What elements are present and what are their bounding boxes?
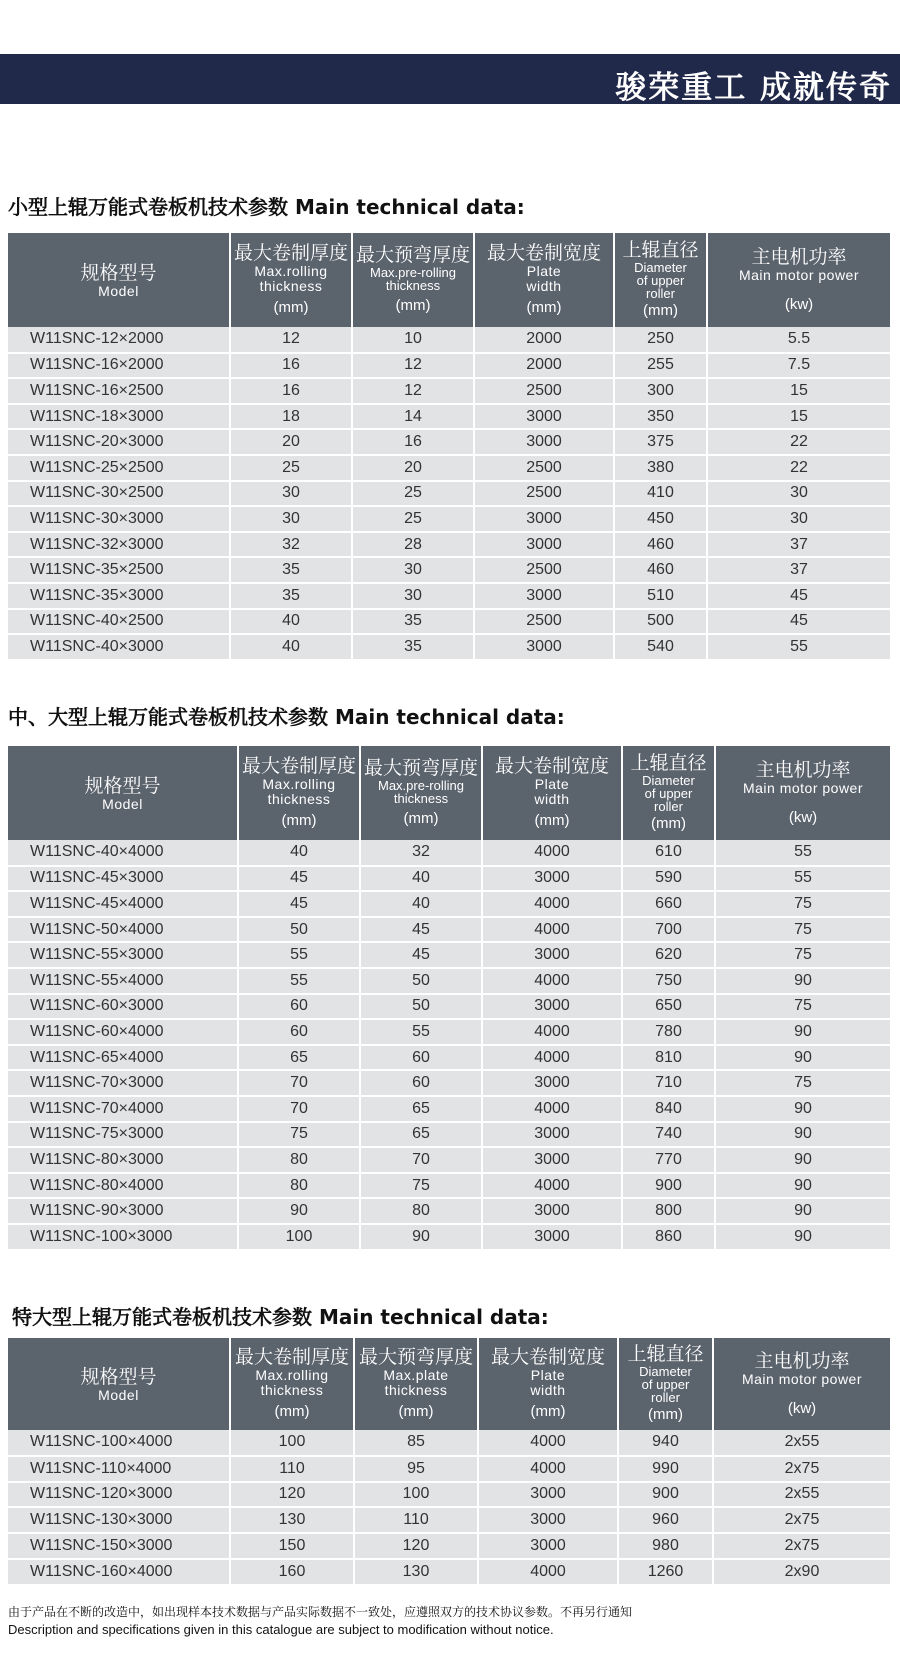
cell-motor-power: 45 — [707, 583, 890, 609]
cell-prebend-thickness: 90 — [360, 1224, 482, 1250]
cell-roller-diameter: 650 — [622, 994, 715, 1020]
cell-prebend-thickness: 40 — [360, 866, 482, 892]
cell-prebend-thickness: 120 — [354, 1533, 478, 1559]
header-rolling-thickness: 最大卷制厚度 Max.rolling thickness (mm) — [230, 233, 352, 327]
cell-model: W11SNC-60×3000 — [8, 994, 238, 1020]
cell-model: W11SNC-150×3000 — [8, 1533, 230, 1559]
cell-roller-diameter: 510 — [614, 583, 707, 609]
cell-plate-width: 3000 — [482, 994, 622, 1020]
cell-prebend-thickness: 85 — [354, 1430, 478, 1456]
table-row — [8, 1456, 890, 1482]
cell-motor-power: 2x55 — [713, 1482, 890, 1508]
cell-motor-power: 75 — [715, 891, 890, 917]
cell-rolling-thickness: 120 — [230, 1482, 354, 1508]
header-roller-diameter: 上辊直径 Diameter of upper roller (mm) — [614, 233, 707, 327]
header-model: 规格型号 Model — [8, 1338, 230, 1430]
table-row — [8, 378, 890, 404]
header-motor-power: 主电机功率 Main motor power (kw) — [707, 233, 890, 327]
cell-roller-diameter: 540 — [614, 634, 707, 660]
cell-prebend-thickness: 65 — [360, 1122, 482, 1148]
table-row — [8, 840, 890, 866]
table-row — [8, 866, 890, 892]
cell-motor-power: 37 — [707, 532, 890, 558]
cell-model: W11SNC-65×4000 — [8, 1045, 238, 1071]
cell-roller-diameter: 460 — [614, 532, 707, 558]
header-plate-width: 最大卷制宽度 Plate width (mm) — [474, 233, 614, 327]
cell-prebend-thickness: 45 — [360, 917, 482, 943]
cell-motor-power: 55 — [715, 840, 890, 866]
cell-model: W11SNC-90×3000 — [8, 1198, 238, 1224]
cell-motor-power: 90 — [715, 1173, 890, 1199]
cell-motor-power: 90 — [715, 1224, 890, 1250]
header-roller-diameter: 上辊直径 Diameter of upper roller (mm) — [622, 746, 715, 840]
cell-plate-width: 3000 — [474, 583, 614, 609]
table-row — [8, 532, 890, 558]
cell-plate-width: 4000 — [482, 1019, 622, 1045]
cell-motor-power: 90 — [715, 968, 890, 994]
cell-prebend-thickness: 32 — [360, 840, 482, 866]
cell-model: W11SNC-50×4000 — [8, 917, 238, 943]
table-row — [8, 1019, 890, 1045]
cell-plate-width: 3000 — [482, 1198, 622, 1224]
cell-prebend-thickness: 50 — [360, 994, 482, 1020]
cell-prebend-thickness: 50 — [360, 968, 482, 994]
cell-roller-diameter: 750 — [622, 968, 715, 994]
table-row — [8, 1430, 890, 1456]
cell-prebend-thickness: 20 — [352, 455, 474, 481]
cell-model: W11SNC-45×4000 — [8, 891, 238, 917]
cell-model: W11SNC-16×2500 — [8, 378, 230, 404]
cell-motor-power: 55 — [707, 634, 890, 660]
cell-roller-diameter: 250 — [614, 327, 707, 353]
cell-rolling-thickness: 25 — [230, 455, 352, 481]
table-row — [8, 1224, 890, 1250]
cell-rolling-thickness: 55 — [238, 942, 360, 968]
spec-table-small — [8, 233, 890, 661]
cell-rolling-thickness: 90 — [238, 1198, 360, 1224]
cell-motor-power: 2x75 — [713, 1456, 890, 1482]
cell-roller-diameter: 1260 — [618, 1559, 713, 1585]
cell-plate-width: 4000 — [478, 1456, 618, 1482]
cell-rolling-thickness: 20 — [230, 429, 352, 455]
cell-motor-power: 15 — [707, 378, 890, 404]
cell-plate-width: 4000 — [482, 1096, 622, 1122]
cell-rolling-thickness: 30 — [230, 481, 352, 507]
header-plate-width: 最大卷制宽度 Plate width (mm) — [482, 746, 622, 840]
cell-motor-power: 5.5 — [707, 327, 890, 353]
cell-rolling-thickness: 150 — [230, 1533, 354, 1559]
cell-prebend-thickness: 110 — [354, 1507, 478, 1533]
cell-roller-diameter: 255 — [614, 353, 707, 379]
cell-model: W11SNC-100×4000 — [8, 1430, 230, 1456]
cell-roller-diameter: 610 — [622, 840, 715, 866]
cell-model: W11SNC-32×3000 — [8, 532, 230, 558]
cell-rolling-thickness: 18 — [230, 404, 352, 430]
header-motor-power: 主电机功率 Main motor power (kw) — [713, 1338, 890, 1430]
table-row — [8, 609, 890, 635]
table-row — [8, 404, 890, 430]
cell-plate-width: 2500 — [474, 378, 614, 404]
cell-plate-width: 3000 — [482, 1070, 622, 1096]
header-motor-power: 主电机功率 Main motor power (kw) — [715, 746, 890, 840]
cell-roller-diameter: 660 — [622, 891, 715, 917]
cell-model: W11SNC-35×2500 — [8, 557, 230, 583]
cell-model: W11SNC-25×2500 — [8, 455, 230, 481]
cell-prebend-thickness: 35 — [352, 634, 474, 660]
table-row — [8, 1559, 890, 1585]
cell-motor-power: 37 — [707, 557, 890, 583]
cell-prebend-thickness: 16 — [352, 429, 474, 455]
cell-model: W11SNC-80×4000 — [8, 1173, 238, 1199]
cell-roller-diameter: 780 — [622, 1019, 715, 1045]
table-row — [8, 917, 890, 943]
cell-prebend-thickness: 14 — [352, 404, 474, 430]
cell-prebend-thickness: 30 — [352, 583, 474, 609]
cell-plate-width: 4000 — [482, 840, 622, 866]
cell-motor-power: 30 — [707, 506, 890, 532]
cell-roller-diameter: 840 — [622, 1096, 715, 1122]
section-title-extra-large: 特大型上辊万能式卷板机技术参数 Main technical data: — [12, 1305, 549, 1329]
header-prebend-thickness: 最大预弯厚度 Max.pre-rolling thickness (mm) — [360, 746, 482, 840]
cell-motor-power: 90 — [715, 1147, 890, 1173]
cell-plate-width: 3000 — [478, 1482, 618, 1508]
cell-plate-width: 3000 — [482, 866, 622, 892]
cell-model: W11SNC-60×4000 — [8, 1019, 238, 1045]
cell-motor-power: 22 — [707, 455, 890, 481]
cell-roller-diameter: 350 — [614, 404, 707, 430]
cell-prebend-thickness: 12 — [352, 353, 474, 379]
cell-roller-diameter: 940 — [618, 1430, 713, 1456]
cell-roller-diameter: 960 — [618, 1507, 713, 1533]
header-rolling-thickness: 最大卷制厚度 Max.rolling thickness (mm) — [230, 1338, 354, 1430]
cell-prebend-thickness: 60 — [360, 1045, 482, 1071]
cell-plate-width: 4000 — [478, 1430, 618, 1456]
cell-roller-diameter: 980 — [618, 1533, 713, 1559]
cell-prebend-thickness: 40 — [360, 891, 482, 917]
cell-prebend-thickness: 55 — [360, 1019, 482, 1045]
cell-model: W11SNC-160×4000 — [8, 1559, 230, 1585]
table-row — [8, 1045, 890, 1071]
cell-rolling-thickness: 40 — [230, 634, 352, 660]
cell-roller-diameter: 500 — [614, 609, 707, 635]
cell-plate-width: 3000 — [482, 1122, 622, 1148]
cell-rolling-thickness: 110 — [230, 1456, 354, 1482]
cell-model: W11SNC-70×4000 — [8, 1096, 238, 1122]
cell-rolling-thickness: 35 — [230, 583, 352, 609]
header-model: 规格型号 Model — [8, 746, 238, 840]
cell-rolling-thickness: 45 — [238, 891, 360, 917]
cell-model: W11SNC-16×2000 — [8, 353, 230, 379]
table-row — [8, 327, 890, 353]
cell-roller-diameter: 700 — [622, 917, 715, 943]
cell-motor-power: 75 — [715, 942, 890, 968]
table-row — [8, 942, 890, 968]
cell-model: W11SNC-18×3000 — [8, 404, 230, 430]
cell-prebend-thickness: 28 — [352, 532, 474, 558]
cell-model: W11SNC-40×3000 — [8, 634, 230, 660]
header-plate-thickness: 最大预弯厚度 Max.plate thickness (mm) — [354, 1338, 478, 1430]
spec-table-extra-large — [8, 1338, 890, 1586]
cell-rolling-thickness: 16 — [230, 378, 352, 404]
cell-plate-width: 4000 — [482, 917, 622, 943]
cell-rolling-thickness: 60 — [238, 994, 360, 1020]
cell-motor-power: 90 — [715, 1198, 890, 1224]
cell-prebend-thickness: 80 — [360, 1198, 482, 1224]
cell-model: W11SNC-100×3000 — [8, 1224, 238, 1250]
cell-plate-width: 2500 — [474, 455, 614, 481]
cell-plate-width: 4000 — [482, 891, 622, 917]
cell-prebend-thickness: 100 — [354, 1482, 478, 1508]
cell-plate-width: 3000 — [482, 1224, 622, 1250]
banner-slogan: 骏荣重工 成就传奇 — [615, 70, 892, 106]
cell-roller-diameter: 375 — [614, 429, 707, 455]
cell-rolling-thickness: 160 — [230, 1559, 354, 1585]
cell-model: W11SNC-120×3000 — [8, 1482, 230, 1508]
table-row — [8, 1198, 890, 1224]
cell-model: W11SNC-80×3000 — [8, 1147, 238, 1173]
section-title-medium-large: 中、大型上辊万能式卷板机技术参数 Main technical data: — [8, 705, 565, 729]
spec-table-medium-large — [8, 746, 890, 1251]
table-header-row — [8, 233, 890, 327]
cell-prebend-thickness: 45 — [360, 942, 482, 968]
cell-model: W11SNC-55×3000 — [8, 942, 238, 968]
cell-prebend-thickness: 65 — [360, 1096, 482, 1122]
cell-motor-power: 2x55 — [713, 1430, 890, 1456]
cell-motor-power: 90 — [715, 1096, 890, 1122]
cell-roller-diameter: 410 — [614, 481, 707, 507]
table-row — [8, 481, 890, 507]
table-row — [8, 506, 890, 532]
header-prebend-thickness: 最大预弯厚度 Max.pre-rolling thickness (mm) — [352, 233, 474, 327]
cell-rolling-thickness: 70 — [238, 1096, 360, 1122]
cell-roller-diameter: 710 — [622, 1070, 715, 1096]
table-row — [8, 583, 890, 609]
cell-roller-diameter: 590 — [622, 866, 715, 892]
footer-note-cn: 由于产品在不断的改造中，如出现样本技术数据与产品实际数据不一致处，应遵照双方的技术协议参数。不再另行通知 — [8, 1605, 633, 1619]
cell-rolling-thickness: 70 — [238, 1070, 360, 1096]
cell-plate-width: 4000 — [482, 1045, 622, 1071]
table-row — [8, 1122, 890, 1148]
cell-plate-width: 2000 — [474, 353, 614, 379]
cell-model: W11SNC-30×2500 — [8, 481, 230, 507]
table-row — [8, 1096, 890, 1122]
cell-prebend-thickness: 30 — [352, 557, 474, 583]
cell-model: W11SNC-20×3000 — [8, 429, 230, 455]
table-row — [8, 1507, 890, 1533]
footer-note-en: Description and specifications given in this catalogue are subject to modification without notice. — [8, 1622, 554, 1637]
cell-rolling-thickness: 60 — [238, 1019, 360, 1045]
header-rolling-thickness: 最大卷制厚度 Max.rolling thickness (mm) — [238, 746, 360, 840]
cell-rolling-thickness: 65 — [238, 1045, 360, 1071]
cell-model: W11SNC-30×3000 — [8, 506, 230, 532]
cell-plate-width: 4000 — [482, 968, 622, 994]
cell-rolling-thickness: 45 — [238, 866, 360, 892]
cell-prebend-thickness: 10 — [352, 327, 474, 353]
cell-roller-diameter: 990 — [618, 1456, 713, 1482]
table-row — [8, 1147, 890, 1173]
cell-plate-width: 3000 — [478, 1507, 618, 1533]
cell-prebend-thickness: 12 — [352, 378, 474, 404]
cell-motor-power: 22 — [707, 429, 890, 455]
cell-model: W11SNC-40×4000 — [8, 840, 238, 866]
cell-model: W11SNC-40×2500 — [8, 609, 230, 635]
cell-rolling-thickness: 12 — [230, 327, 352, 353]
cell-prebend-thickness: 70 — [360, 1147, 482, 1173]
cell-prebend-thickness: 130 — [354, 1559, 478, 1585]
header-roller-diameter: 上辊直径 Diameter of upper roller (mm) — [618, 1338, 713, 1430]
cell-model: W11SNC-110×4000 — [8, 1456, 230, 1482]
cell-model: W11SNC-75×3000 — [8, 1122, 238, 1148]
cell-rolling-thickness: 30 — [230, 506, 352, 532]
cell-prebend-thickness: 35 — [352, 609, 474, 635]
cell-rolling-thickness: 40 — [238, 840, 360, 866]
cell-motor-power: 75 — [715, 1070, 890, 1096]
table-row — [8, 1533, 890, 1559]
cell-plate-width: 3000 — [474, 429, 614, 455]
cell-rolling-thickness: 32 — [230, 532, 352, 558]
cell-plate-width: 2000 — [474, 327, 614, 353]
cell-rolling-thickness: 35 — [230, 557, 352, 583]
table-header-row — [8, 1338, 890, 1430]
table-row — [8, 353, 890, 379]
cell-motor-power: 30 — [707, 481, 890, 507]
cell-rolling-thickness: 40 — [230, 609, 352, 635]
cell-plate-width: 3000 — [474, 634, 614, 660]
table-row — [8, 634, 890, 660]
table-row — [8, 994, 890, 1020]
cell-roller-diameter: 620 — [622, 942, 715, 968]
table-header-row — [8, 746, 890, 840]
cell-motor-power: 75 — [715, 994, 890, 1020]
cell-roller-diameter: 900 — [622, 1173, 715, 1199]
cell-roller-diameter: 460 — [614, 557, 707, 583]
cell-motor-power: 2x90 — [713, 1559, 890, 1585]
cell-plate-width: 2500 — [474, 609, 614, 635]
cell-plate-width: 2500 — [474, 557, 614, 583]
cell-plate-width: 4000 — [478, 1559, 618, 1585]
cell-plate-width: 3000 — [478, 1533, 618, 1559]
cell-motor-power: 45 — [707, 609, 890, 635]
cell-rolling-thickness: 55 — [238, 968, 360, 994]
cell-motor-power: 90 — [715, 1019, 890, 1045]
cell-prebend-thickness: 25 — [352, 506, 474, 532]
cell-roller-diameter: 810 — [622, 1045, 715, 1071]
cell-roller-diameter: 300 — [614, 378, 707, 404]
cell-rolling-thickness: 50 — [238, 917, 360, 943]
cell-model: W11SNC-12×2000 — [8, 327, 230, 353]
cell-model: W11SNC-130×3000 — [8, 1507, 230, 1533]
cell-rolling-thickness: 80 — [238, 1173, 360, 1199]
cell-motor-power: 55 — [715, 866, 890, 892]
cell-motor-power: 2x75 — [713, 1533, 890, 1559]
cell-roller-diameter: 860 — [622, 1224, 715, 1250]
cell-model: W11SNC-70×3000 — [8, 1070, 238, 1096]
table-row — [8, 1173, 890, 1199]
cell-prebend-thickness: 60 — [360, 1070, 482, 1096]
cell-rolling-thickness: 100 — [230, 1430, 354, 1456]
cell-rolling-thickness: 80 — [238, 1147, 360, 1173]
cell-motor-power: 2x75 — [713, 1507, 890, 1533]
cell-plate-width: 3000 — [482, 942, 622, 968]
table-row — [8, 429, 890, 455]
cell-roller-diameter: 770 — [622, 1147, 715, 1173]
cell-roller-diameter: 800 — [622, 1198, 715, 1224]
cell-model: W11SNC-55×4000 — [8, 968, 238, 994]
table-row — [8, 1482, 890, 1508]
cell-rolling-thickness: 75 — [238, 1122, 360, 1148]
cell-plate-width: 3000 — [474, 532, 614, 558]
table-row — [8, 557, 890, 583]
cell-prebend-thickness: 95 — [354, 1456, 478, 1482]
cell-roller-diameter: 450 — [614, 506, 707, 532]
table-row — [8, 891, 890, 917]
cell-motor-power: 90 — [715, 1045, 890, 1071]
section-title-small: 小型上辊万能式卷板机技术参数 Main technical data: — [8, 195, 525, 219]
header-plate-width: 最大卷制宽度 Plate width (mm) — [478, 1338, 618, 1430]
table-row — [8, 968, 890, 994]
cell-roller-diameter: 900 — [618, 1482, 713, 1508]
cell-model: W11SNC-45×3000 — [8, 866, 238, 892]
cell-motor-power: 75 — [715, 917, 890, 943]
cell-rolling-thickness: 100 — [238, 1224, 360, 1250]
cell-plate-width: 4000 — [482, 1173, 622, 1199]
top-banner — [0, 54, 900, 104]
cell-prebend-thickness: 25 — [352, 481, 474, 507]
cell-motor-power: 90 — [715, 1122, 890, 1148]
cell-rolling-thickness: 16 — [230, 353, 352, 379]
cell-motor-power: 15 — [707, 404, 890, 430]
cell-motor-power: 7.5 — [707, 353, 890, 379]
table-row — [8, 455, 890, 481]
cell-plate-width: 3000 — [482, 1147, 622, 1173]
cell-roller-diameter: 740 — [622, 1122, 715, 1148]
cell-plate-width: 3000 — [474, 404, 614, 430]
cell-rolling-thickness: 130 — [230, 1507, 354, 1533]
header-model: 规格型号 Model — [8, 233, 230, 327]
cell-model: W11SNC-35×3000 — [8, 583, 230, 609]
cell-prebend-thickness: 75 — [360, 1173, 482, 1199]
table-row — [8, 1070, 890, 1096]
cell-plate-width: 3000 — [474, 506, 614, 532]
cell-plate-width: 2500 — [474, 481, 614, 507]
cell-roller-diameter: 380 — [614, 455, 707, 481]
